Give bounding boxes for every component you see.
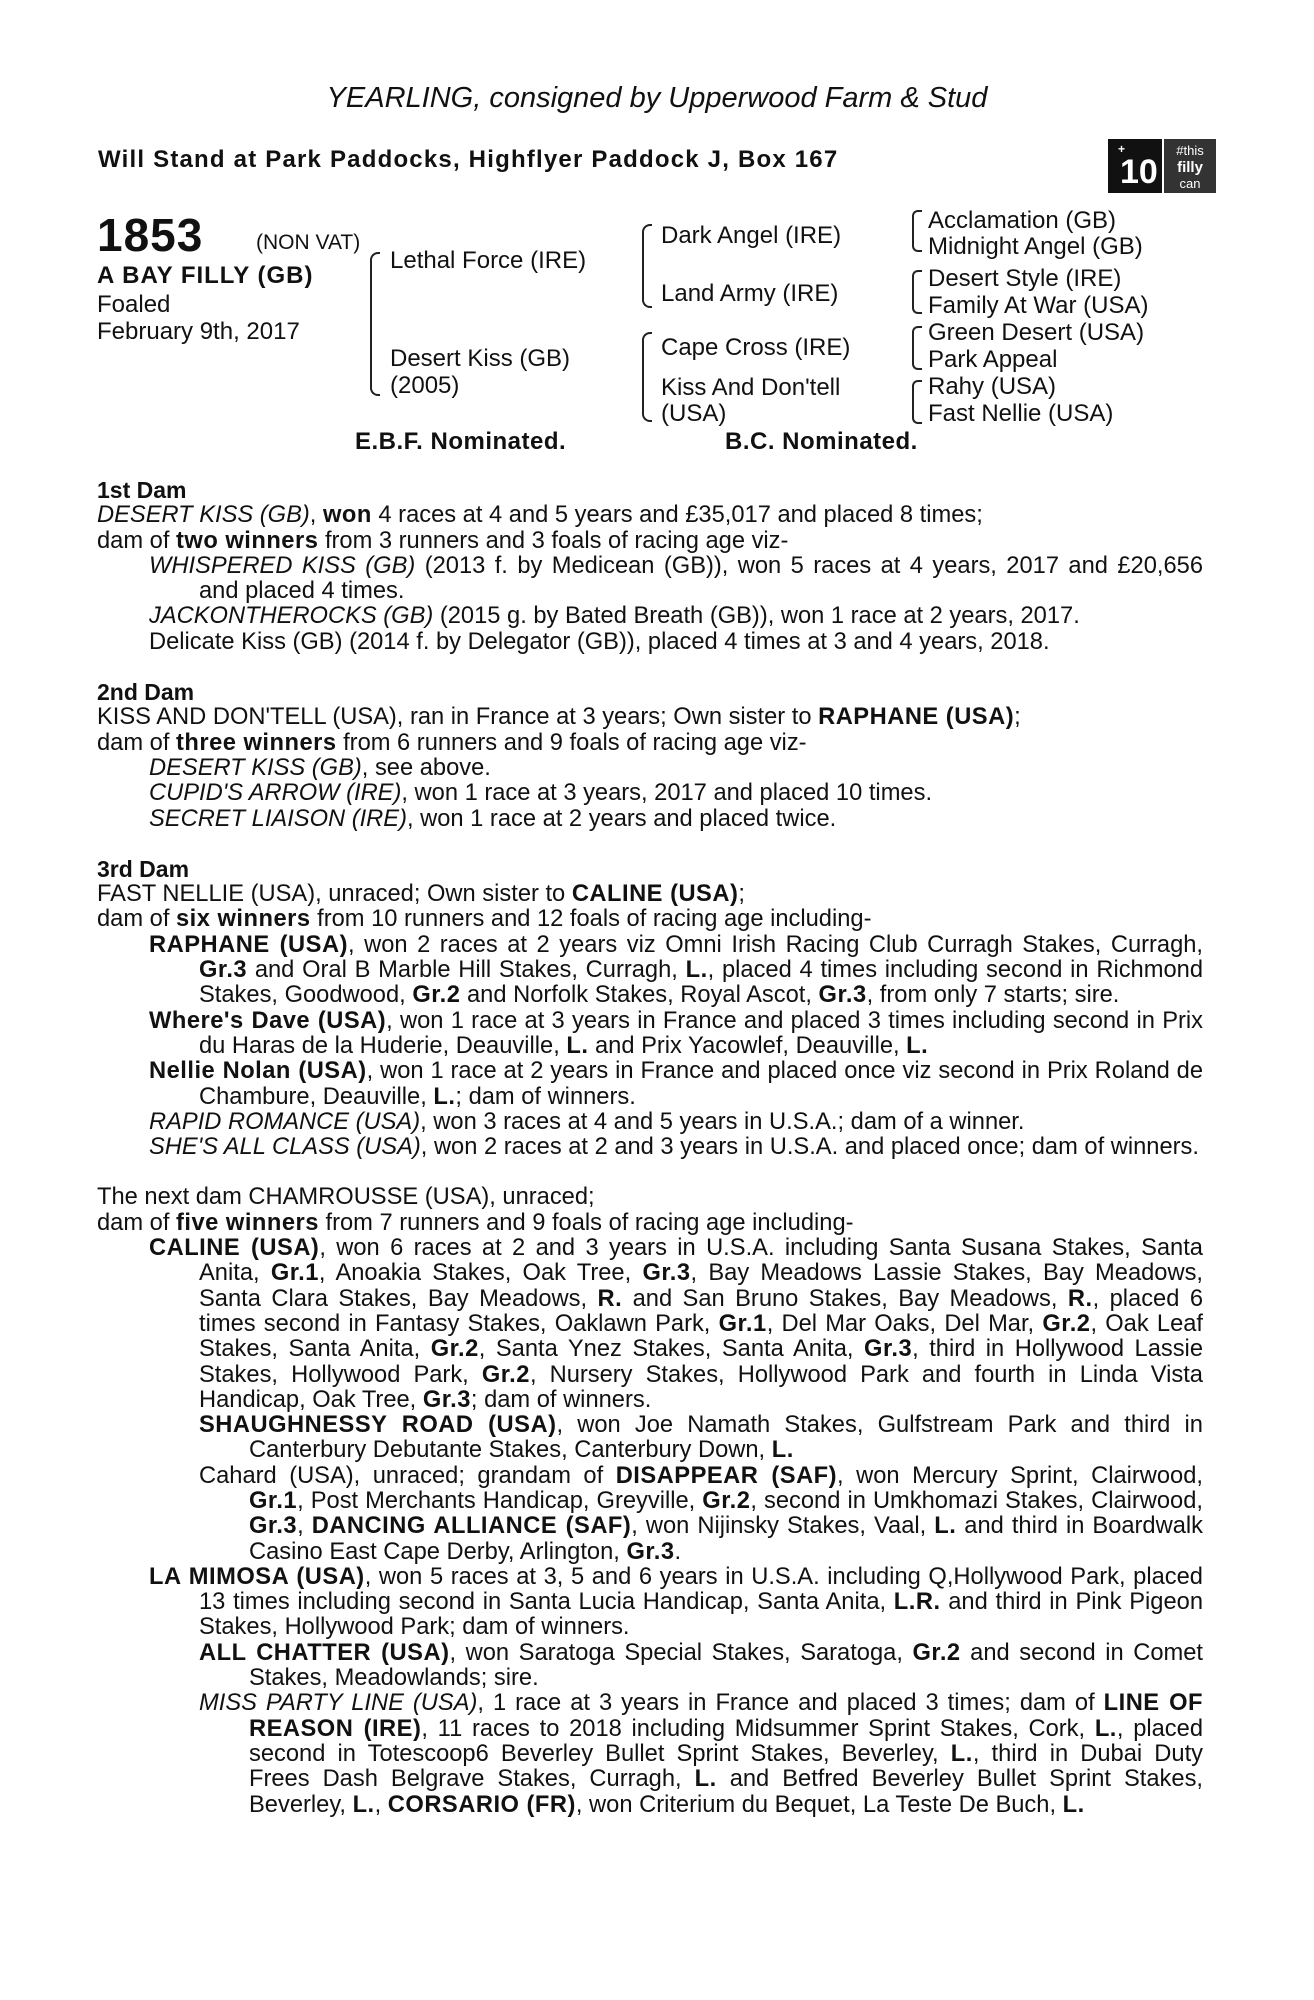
first-dam-line: DESERT KISS (GB), won 4 races at 4 and 5 years and £35,017 and placed 8 times;	[97, 502, 983, 529]
produce-raphane: RAPHANE (USA), won 2 races at 2 years viz Omni Irish Racing Club Curragh Stakes, Curragh, Gr.3 and Oral B Marble Hill Stakes, Curragh, L., placed 4 times including second in Richmond Stakes, Goodwood, Gr.2 and Norfolk Stakes, Royal Ascot, Gr.3, from only 7 starts; sire.	[149, 931, 1203, 1009]
pedigree-g3-2: Midnight Angel (GB)	[928, 233, 1143, 260]
pedigree-brace-3a	[912, 210, 922, 252]
produce-secret-liaison: SECRET LIAISON (IRE), won 1 race at 2 years and placed twice.	[149, 805, 837, 832]
second-dam-produce-line: dam of three winners from 6 runners and 9 foals of racing age viz-	[97, 729, 807, 756]
produce-nellie-nolan: Nellie Nolan (USA), won 1 race at 2 years in France and placed once viz second in Prix Roland de Chambure, Deauville, L.; dam of winners.	[149, 1058, 1204, 1110]
pedigree-notes	[97, 478, 1203, 1818]
first-dam-produce-line: dam of two winners from 3 runners and 3 foals of racing age viz-	[97, 527, 789, 554]
vat-status: (NON VAT)	[256, 231, 361, 254]
pedigree-brace-3c	[912, 326, 922, 370]
produce-wheres-dave: Where's Dave (USA), won 1 race at 3 years in France and placed 3 times including second in Prix du Haras de la Huderie, Deauville, L. and Prix Yacowlef, Deauville, L.	[149, 1007, 1203, 1059]
bc-nomination: B.C. Nominated.	[725, 428, 918, 455]
pedigree-g3-4: Family At War (USA)	[928, 292, 1149, 319]
produce-shes-all-class: SHE'S ALL CLASS (USA), won 2 races at 2 and 3 years in U.S.A. and placed once; dam of winners.	[149, 1134, 1199, 1161]
second-dam-line: KISS AND DON'TELL (USA), ran in France at 3 years; Own sister to RAPHANE (USA);	[97, 704, 1021, 731]
pedigree-dam-dam-origin: (USA)	[661, 400, 727, 427]
produce-all-chatter: ALL CHATTER (USA), won Saratoga Special Stakes, Saratoga, Gr.2 and second in Comet Stakes, Meadowlands; sire.	[199, 1639, 1203, 1692]
first-dam-heading: 1st Dam	[97, 477, 187, 503]
foaled-date: February 9th, 2017	[97, 318, 300, 345]
pedigree-dam-dam: Kiss And Don'tell	[661, 374, 841, 401]
pedigree-sire: Lethal Force (IRE)	[390, 247, 587, 274]
produce-cupids-arrow: CUPID'S ARROW (IRE), won 1 race at 3 years, 2017 and placed 10 times.	[149, 780, 933, 807]
pedigree-g3-6: Park Appeal	[928, 346, 1058, 373]
pedigree-brace-dam	[642, 332, 652, 422]
next-dam-produce-line: dam of five winners from 7 runners and 9 foals of racing age including-	[97, 1209, 854, 1236]
pedigree-sire-sire: Dark Angel (IRE)	[661, 222, 842, 249]
pedigree-g3-1: Acclamation (GB)	[928, 207, 1117, 234]
second-dam-heading: 2nd Dam	[97, 679, 195, 706]
pedigree-brace-3d	[912, 380, 922, 424]
stabling-location: Will Stand at Park Paddocks, Highflyer Paddock J, Box 167	[98, 146, 839, 173]
produce-caline: CALINE (USA), won 6 races at 2 and 3 years in U.S.A. including Santa Susana Stakes, Santa Anita, Gr.1, Anoakia Stakes, Oak Tree, Gr.3, Bay Meadows Lassie Stakes, Bay Meadows, Santa Clara Stakes, Bay Meadows, R. and San Bruno Stakes, Bay Meadows, R., placed 6 times second in Fantasy Stakes, Oaklawn Park, Gr.1, Del Mar Oaks, Del Mar, Gr.2, Oak Leaf Stakes, Santa Anita, Gr.2, Santa Ynez Stakes, Santa Anita, Gr.3, third in Hollywood Lassie Stakes, Hollywood Park, Gr.2, Nursery Stakes, Hollywood Park and fourth in Linda Vista Handicap, Oak Tree, Gr.3; dam of winners.	[149, 1235, 1204, 1413]
third-dam-line: FAST NELLIE (USA), unraced; Own sister to CALINE (USA);	[97, 881, 745, 908]
produce-rapid-romance: RAPID ROMANCE (USA), won 3 races at 4 and 5 years in U.S.A.; dam of a winner.	[149, 1108, 1025, 1135]
lot-number: 1853	[97, 209, 204, 261]
produce-miss-party-line: MISS PARTY LINE (USA), 1 race at 3 years in France and placed 3 times; dam of LINE OF REASON (IRE), 11 races to 2018 including Midsummer Sprint Stakes, Cork, L., placed second in Totescoop6 Beverley Bullet Sprint Stakes, Beverley, L., third in Dubai Duty Frees Dash Belgrave Stakes, Curragh, L. and Betfred Beverley Bullet Sprint Stakes, Beverley, L., CORSARIO (FR), won Criterium du Bequet, La Teste De Buch, L.	[199, 1690, 1203, 1818]
foaled-label: Foaled	[97, 291, 171, 318]
produce-whispered-kiss: WHISPERED KISS (GB) (2013 f. by Medicean (GB)), won 5 races at 4 years, 2017 and £20,656 and placed 4 times.	[149, 552, 1203, 605]
logo-tag-2: filly	[1177, 159, 1203, 176]
third-dam-heading: 3rd Dam	[97, 855, 190, 882]
third-dam-produce-line: dam of six winners from 10 runners and 12 foals of racing age including-	[97, 906, 872, 933]
logo-number: 10	[1120, 153, 1158, 191]
produce-shaughnessy-road: SHAUGHNESSY ROAD (USA), won Joe Namath Stakes, Gulfstream Park and third in Canterbury Debutante Stakes, Canterbury Down, L.	[199, 1412, 1203, 1464]
this-filly-can-logo	[1108, 139, 1216, 193]
produce-la-mimosa: LA MIMOSA (USA), won 5 races at 3, 5 and 6 years in U.S.A. including Q,Hollywood Park, placed 13 times including second in Santa Lucia Handicap, Santa Anita, L.R. and third in Pink Pigeon Stakes, Hollywood Park; dam of winners.	[149, 1563, 1204, 1641]
pedigree-brace-sire	[642, 224, 652, 308]
catalogue-header-title: YEARLING, consigned by Upperwood Farm & Stud	[326, 82, 988, 114]
pedigree-g3-7: Rahy (USA)	[928, 373, 1057, 400]
pedigree-brace-3b	[912, 270, 922, 314]
logo-plus: +	[1118, 142, 1126, 156]
produce-delicate-kiss: Delicate Kiss (GB) (2014 f. by Delegator (GB)), placed 4 times at 3 and 4 years, 2018.	[149, 628, 1050, 655]
horse-description: A BAY FILLY (GB)	[97, 262, 314, 289]
ebf-nomination: E.B.F. Nominated.	[355, 428, 567, 455]
next-dam-line: The next dam CHAMROUSSE (USA), unraced;	[97, 1184, 595, 1211]
pedigree-brace-gen1	[370, 252, 380, 396]
pedigree-sire-dam: Land Army (IRE)	[661, 280, 839, 307]
pedigree-dam-sire: Cape Cross (IRE)	[661, 334, 851, 361]
produce-cahard: Cahard (USA), unraced; grandam of DISAPPEAR (SAF), won Mercury Sprint, Clairwood, Gr.1, Post Merchants Handicap, Greyville, Gr.2, second in Umkhomazi Stakes, Clairwood, Gr.3, DANCING ALLIANCE (SAF), won Nijinsky Stakes, Vaal, L. and third in Boardwalk Casino East Cape Derby, Arlington, Gr.3.	[199, 1462, 1203, 1565]
pedigree-g3-8: Fast Nellie (USA)	[928, 400, 1114, 427]
produce-jackontherocks: JACKONTHEROCKS (GB) (2015 g. by Bated Breath (GB)), won 1 race at 2 years, 2017.	[149, 603, 1080, 630]
logo-tag-3: can	[1179, 176, 1201, 191]
pedigree-dam-year: (2005)	[390, 372, 460, 399]
logo-tag-1: #this	[1176, 143, 1204, 158]
produce-desert-kiss: DESERT KISS (GB), see above.	[149, 754, 491, 781]
pedigree-g3-3: Desert Style (IRE)	[928, 265, 1122, 292]
pedigree-g3-5: Green Desert (USA)	[928, 319, 1145, 346]
pedigree-dam: Desert Kiss (GB)	[390, 345, 571, 372]
